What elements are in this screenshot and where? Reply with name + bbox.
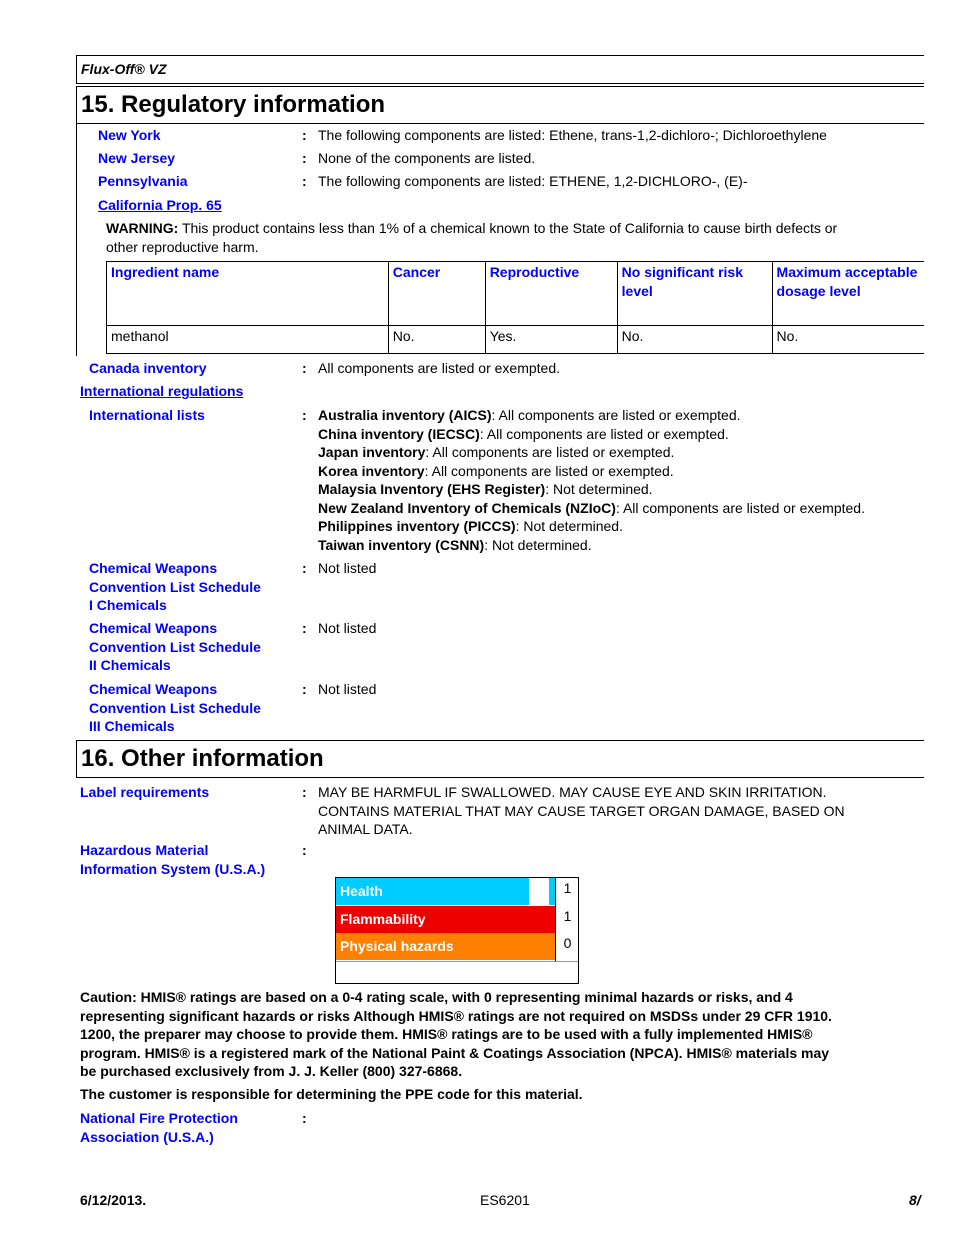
cwc-label-line: Convention List Schedule: [89, 578, 261, 595]
section-15-title: 15. Regulatory information: [81, 91, 386, 118]
inventory-status: : All components are listed or exempted.: [424, 462, 674, 479]
table-cell: No.: [617, 326, 772, 354]
list-item: [318, 425, 865, 444]
canada-inventory-value: All components are listed or exempted.: [318, 360, 561, 376]
cwc-schedule-2-value: Not listed: [318, 620, 377, 636]
list-item: [318, 480, 865, 499]
table-header-cell: Ingredient name: [107, 262, 389, 326]
cwc-label-line: Chemical Weapons: [89, 681, 218, 697]
hmis-row-health: [336, 878, 529, 905]
colon: :: [302, 1110, 307, 1126]
footer-date: 6/12/2013.: [80, 1192, 147, 1208]
caution-line: Caution: HMIS® ratings are based on a 0-4 rating scale, with 0 representing minimal hazards or risks, and 4: [80, 989, 793, 1005]
state-value-new-jersey: None of the components are listed.: [318, 150, 536, 166]
international-regulations-link[interactable]: International regulations: [80, 383, 244, 399]
prop65-table-header-row: [107, 262, 925, 326]
inventory-status: : Not determined.: [484, 536, 592, 553]
inventory-status: : All components are listed or exempted.: [425, 444, 675, 460]
hmis-rating-box: [335, 877, 579, 984]
colon: :: [302, 150, 307, 166]
footer-page-number: 8/: [909, 1192, 921, 1208]
prop65-warning: [106, 219, 924, 256]
table-row: [107, 326, 925, 354]
inventory-status: : All components are listed or exempted.: [615, 499, 865, 516]
colon: :: [302, 842, 307, 858]
label-requirements-label: Label requirements: [80, 784, 210, 800]
cwc-schedule-1-value: Not listed: [318, 560, 377, 576]
colon: :: [302, 173, 307, 189]
table-cell: No.: [388, 326, 485, 354]
nfpa-label-line: Association (U.S.A.): [80, 1128, 214, 1145]
cwc-schedule-2-label: [89, 619, 261, 675]
inventory-name: Philippines inventory (PICCS): [318, 518, 516, 534]
inventory-status: : All components are listed or exempted.: [491, 407, 741, 423]
cwc-schedule-3-label: [89, 680, 261, 736]
hmis-label-line: Information System (U.S.A.): [80, 860, 266, 877]
inventory-status: : All components are listed or exempted.: [479, 425, 729, 442]
product-name: Flux-Off® VZ: [81, 61, 167, 77]
label-requirements-line: CONTAINS MATERIAL THAT MAY CAUSE TARGET ORGAN DAMAGE, BASED ON: [318, 802, 845, 819]
hmis-row-physical: [336, 933, 555, 960]
cwc-schedule-1-label: [89, 559, 261, 615]
cwc-label-line: Convention List Schedule: [89, 638, 261, 655]
label-requirements-value: [318, 783, 845, 839]
colon: :: [302, 127, 307, 143]
caution-line: program. HMIS® is a registered mark of the National Paint & Coatings Association (NPCA). HMIS® materials may: [80, 1044, 830, 1061]
caution-line: be purchased exclusively from J. J. Keller (800) 327-6868.: [80, 1063, 463, 1079]
prop65-warning-text-1: This product contains less than 1% of a chemical known to the State of California to cause birth defects or: [178, 220, 838, 236]
nfpa-label: [80, 1109, 238, 1146]
cwc-label-line: Chemical Weapons: [89, 620, 218, 636]
state-label-new-york: New York: [98, 127, 161, 143]
colon: :: [302, 360, 307, 376]
prop65-warning-text-2: other reproductive harm.: [106, 238, 259, 255]
state-label-pennsylvania: Pennsylvania: [98, 173, 188, 189]
table-header-cell: Reproductive: [485, 262, 617, 326]
list-item: [318, 406, 865, 425]
cwc-label-line: III Chemicals: [89, 718, 175, 734]
colon: :: [302, 620, 307, 636]
cwc-schedule-3-value: Not listed: [318, 681, 377, 697]
hmis-physical-value: 0: [563, 935, 572, 951]
international-lists-values: [318, 406, 865, 554]
cwc-label-line: Chemical Weapons: [89, 560, 218, 576]
cwc-label-line: II Chemicals: [89, 657, 171, 673]
canada-inventory-label: Canada inventory: [89, 360, 207, 376]
colon: :: [302, 560, 307, 576]
state-value-new-york: The following components are listed: Ethene, trans-1,2-dichloro-; Dichloroethylene: [318, 127, 827, 143]
inventory-name: Japan inventory: [318, 444, 426, 460]
list-item: [318, 536, 865, 555]
inventory-name: Malaysia Inventory (EHS Register): [318, 481, 546, 497]
hmis-flammability-value: 1: [563, 908, 572, 924]
caution-line: representing significant hazards or risks Although HMIS® ratings are not required on MSDSs under 29 CFR 1910.: [80, 1007, 832, 1024]
hmis-physical-label: Physical hazards: [340, 938, 454, 954]
california-prop65-link[interactable]: California Prop. 65: [98, 197, 222, 213]
table-cell: No.: [772, 326, 924, 354]
product-header-bar: [76, 55, 924, 84]
international-lists-label: International lists: [89, 407, 205, 423]
state-label-new-jersey: New Jersey: [98, 150, 176, 166]
caution-line: 1200, the preparer may choose to provide them. HMIS® ratings are to be used with a fully implemented HMIS®: [80, 1026, 813, 1042]
hmis-label: [80, 841, 265, 878]
hmis-health-value: 1: [563, 880, 572, 896]
hmis-health-label: Health: [340, 883, 383, 899]
prop65-warning-label: WARNING:: [106, 220, 179, 236]
table-header-cell: No significant risk level: [617, 262, 772, 326]
hmis-flammability-label: Flammability: [340, 911, 426, 927]
state-value-pennsylvania: The following components are listed: ETHENE, 1,2-DICHLORO-, (E)-: [318, 173, 748, 189]
cwc-label-line: Convention List Schedule: [89, 699, 261, 716]
table-header-cell: Maximum acceptable dosage level: [772, 262, 924, 326]
prop65-table: [106, 261, 924, 354]
inventory-status: : Not determined.: [545, 481, 653, 497]
table-cell: methanol: [107, 326, 389, 354]
inventory-name: New Zealand Inventory of Chemicals (NZIoC): [318, 499, 616, 516]
label-requirements-line: MAY BE HARMFUL IF SWALLOWED. MAY CAUSE EYE AND SKIN IRRITATION.: [318, 784, 827, 800]
list-item: [318, 462, 865, 481]
colon: :: [302, 407, 307, 423]
list-item: [318, 499, 865, 518]
label-requirements-line: ANIMAL DATA.: [318, 821, 413, 837]
inventory-name: Korea inventory: [318, 462, 425, 479]
inventory-status: : Not determined.: [515, 518, 623, 534]
hmis-caution-note: [80, 988, 924, 1081]
cwc-label-line: I Chemicals: [89, 597, 167, 613]
inventory-name: Taiwan inventory (CSNN): [318, 536, 485, 553]
hmis-bottom-divider: [336, 961, 578, 962]
section-16-header: [76, 740, 924, 778]
hmis-health-white-gap: [529, 878, 549, 905]
inventory-name: China inventory (IECSC): [318, 425, 480, 442]
hmis-value-divider: [555, 878, 556, 961]
list-item: [318, 443, 865, 462]
colon: :: [302, 681, 307, 697]
table-cell: Yes.: [485, 326, 617, 354]
section-15-left-rule: [76, 124, 77, 356]
hmis-label-line: Hazardous Material: [80, 842, 209, 858]
footer-doc-id: ES6201: [480, 1192, 530, 1208]
section-15-header: [76, 86, 924, 124]
colon: :: [302, 784, 307, 800]
section-16-title: 16. Other information: [81, 745, 324, 772]
list-item: [318, 517, 865, 536]
hmis-row-flammability: [336, 906, 555, 933]
table-header-cell: Cancer: [388, 262, 485, 326]
inventory-name: Australia inventory (AICS): [318, 407, 492, 423]
nfpa-label-line: National Fire Protection: [80, 1110, 238, 1126]
ppe-note: The customer is responsible for determining the PPE code for this material.: [80, 1086, 583, 1102]
